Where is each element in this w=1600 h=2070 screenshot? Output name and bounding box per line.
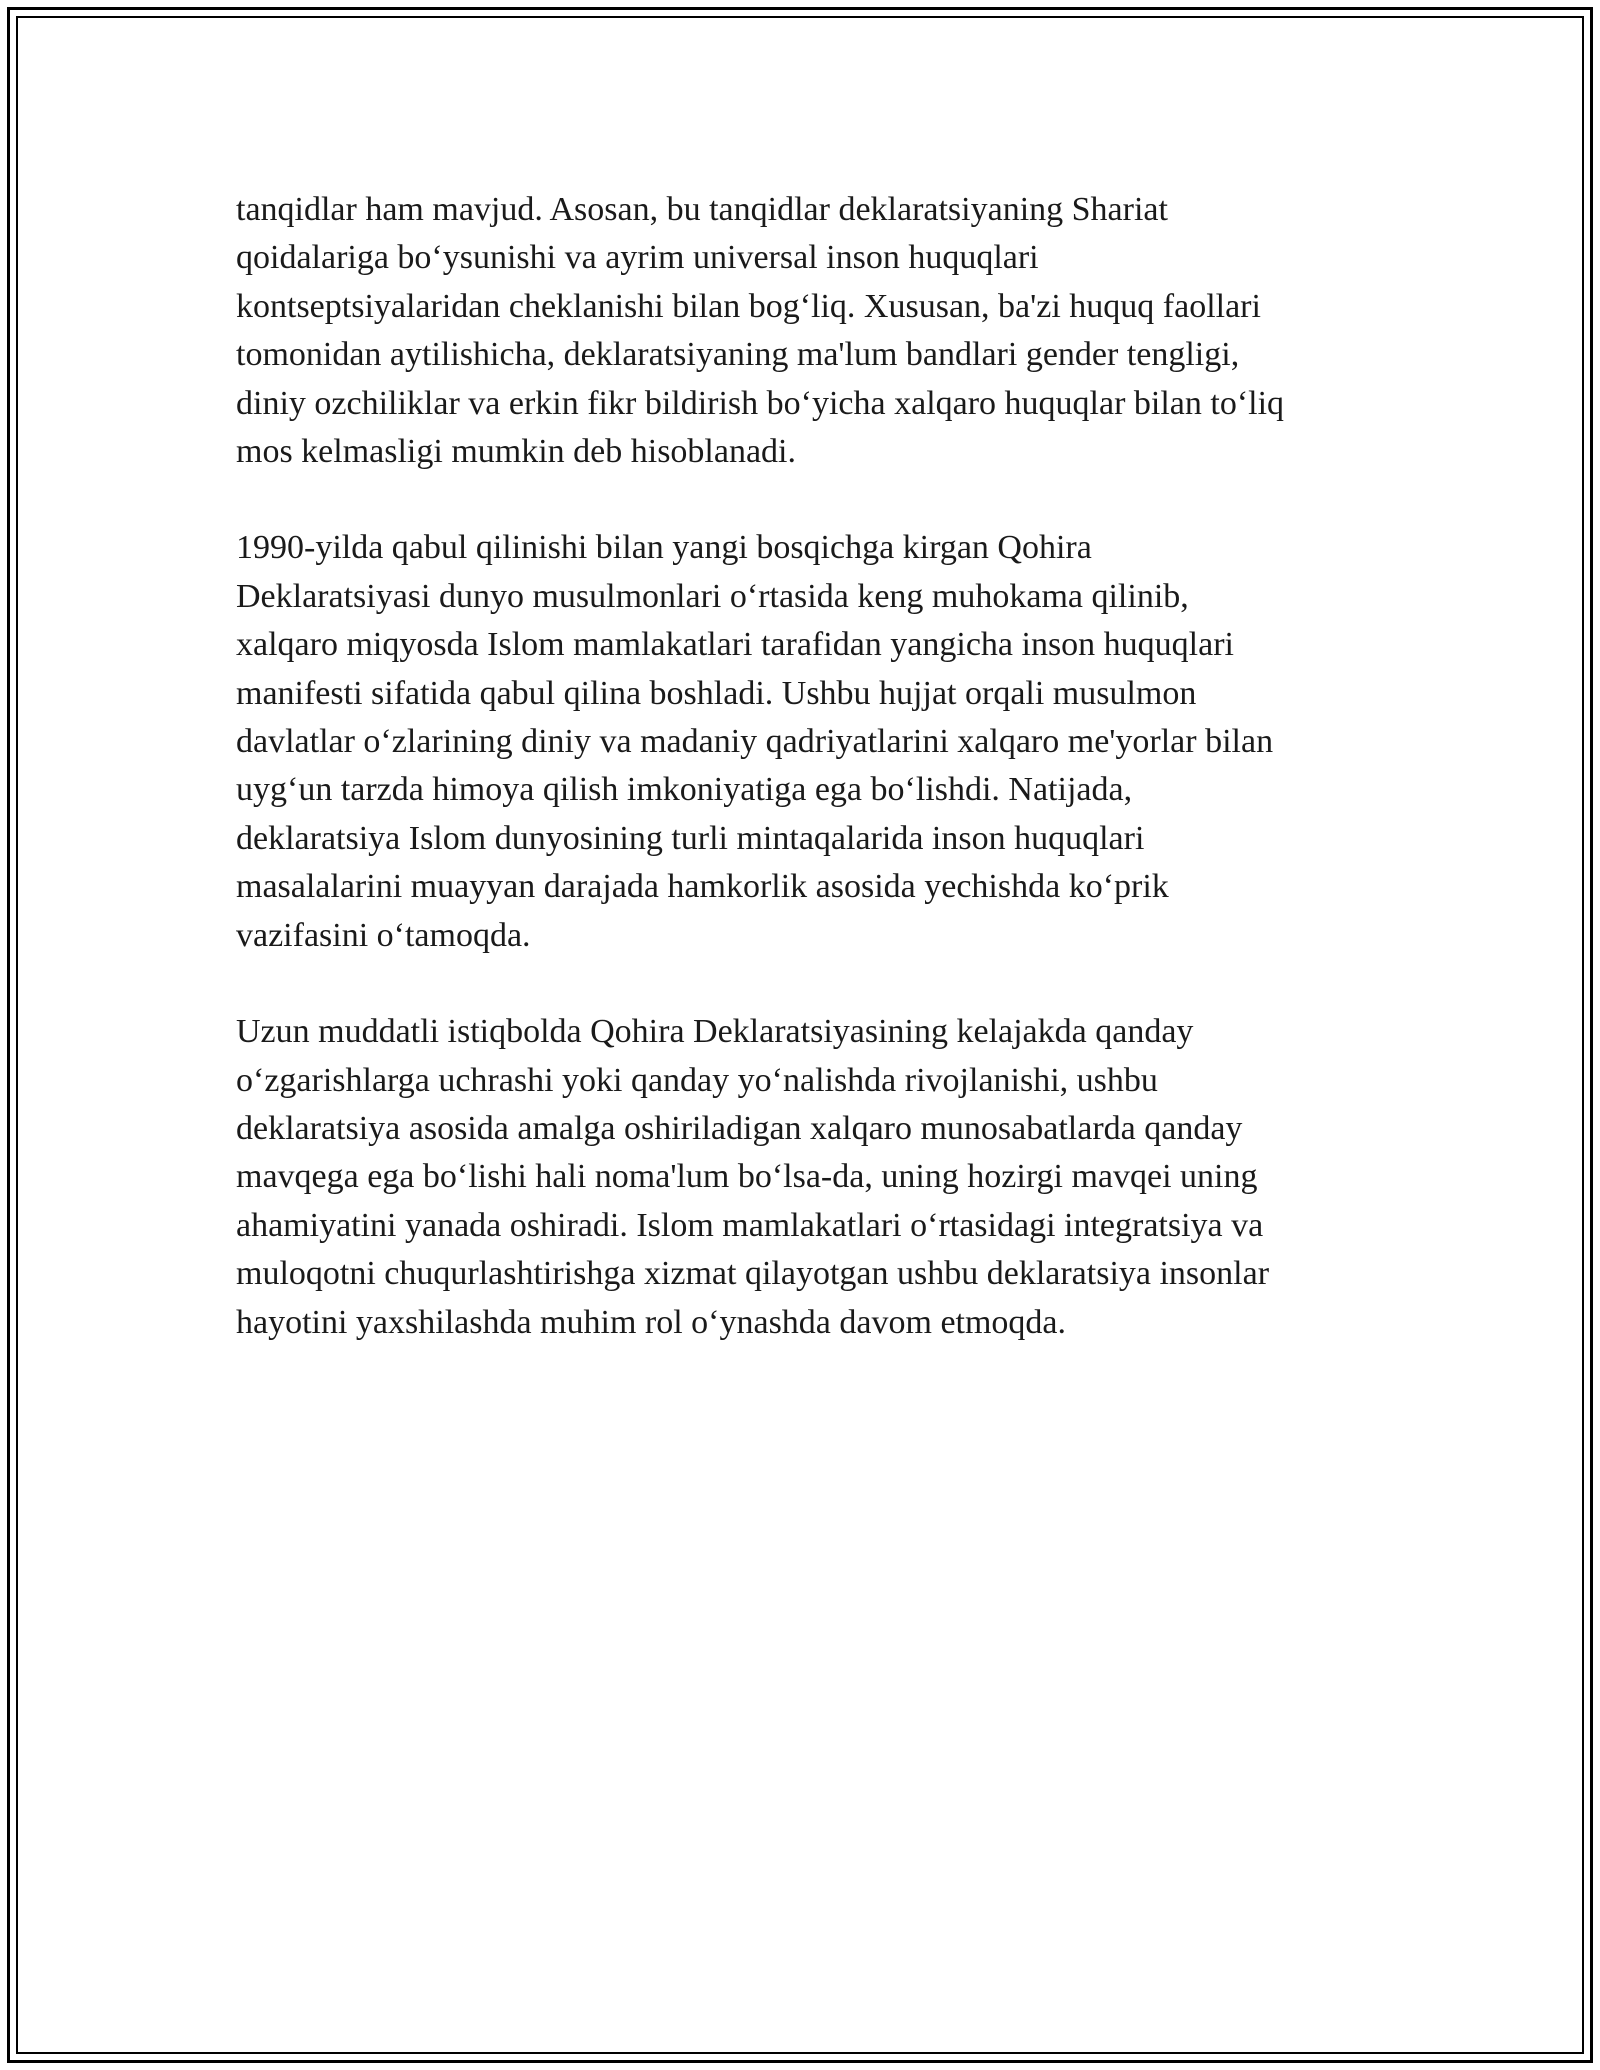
paragraph-2 [236, 524, 1396, 960]
text-line: masalalarini muayyan darajada hamkorlik asosida yechishda ko‘prik [236, 868, 1169, 906]
text-line: kontseptsiyalaridan cheklanishi bilan bog‘liq. Xususan, ba'zi huquq faollari [236, 287, 1261, 325]
text-line: tomonidan aytilishicha, deklaratsiyaning ma'lum bandlari gender tengligi, [236, 336, 1240, 374]
text-line: Uzun muddatli istiqbolda Qohira Deklaratsiyasining kelajakda qanday [236, 1013, 1194, 1051]
text-line: vazifasini o‘tamoqda. [236, 916, 531, 954]
text-line: 1990-yilda qabul qilinishi bilan yangi bosqichga kirgan Qohira [236, 529, 1092, 567]
text-line: ahamiyatini yanada oshiradi. Islom mamlakatlari o‘rtasidagi integratsiya va [236, 1206, 1264, 1244]
text-line: deklaratsiya asosida amalga oshiriladigan xalqaro munosabatlarda qanday [236, 1109, 1243, 1147]
text-line: diniy ozchiliklar va erkin fikr bildirish bo‘yicha xalqaro huquqlar bilan to‘liq [236, 384, 1285, 422]
text-line: tanqidlar ham mavjud. Asosan, bu tanqidlar deklaratsiyaning Shariat [236, 191, 1168, 228]
paragraph-3 [236, 1008, 1396, 1347]
document-body [236, 186, 1396, 1395]
text-line: hayotini yaxshilashda muhim rol o‘ynashda davom etmoqda. [236, 1303, 1067, 1341]
text-line: manifesti sifatida qabul qilina boshladi. Ushbu hujjat orqali musulmon [236, 674, 1197, 712]
text-line: qoidalariga bo‘ysunishi va ayrim universal inson huquqlari [236, 239, 1039, 277]
text-line: muloqotni chuqurlashtirishga xizmat qilayotgan ushbu deklaratsiya insonlar [236, 1255, 1270, 1293]
text-line: Deklaratsiyasi dunyo musulmonlari o‘rtasida keng muhokama qilinib, [236, 577, 1189, 615]
text-line: o‘zgarishlarga uchrashi yoki qanday yo‘nalishda rivojlanishi, ushbu [236, 1061, 1158, 1099]
paragraph-1 [236, 186, 1396, 476]
text-line: davlatlar o‘zlarining diniy va madaniy qadriyatlarini xalqaro me'yorlar bilan [236, 723, 1274, 761]
text-line: mavqega ega bo‘lishi hali noma'lum bo‘lsa-da, uning hozirgi mavqei uning [236, 1158, 1258, 1196]
text-line: xalqaro miqyosda Islom mamlakatlari tarafidan yangicha inson huquqlari [236, 626, 1234, 664]
text-line: deklaratsiya Islom dunyosining turli mintaqalarida inson huquqlari [236, 819, 1145, 857]
text-line: mos kelmasligi mumkin deb hisoblanadi. [236, 433, 797, 471]
text-line: uyg‘un tarzda himoya qilish imkoniyatiga ega bo‘lishdi. Natijada, [236, 771, 1133, 809]
